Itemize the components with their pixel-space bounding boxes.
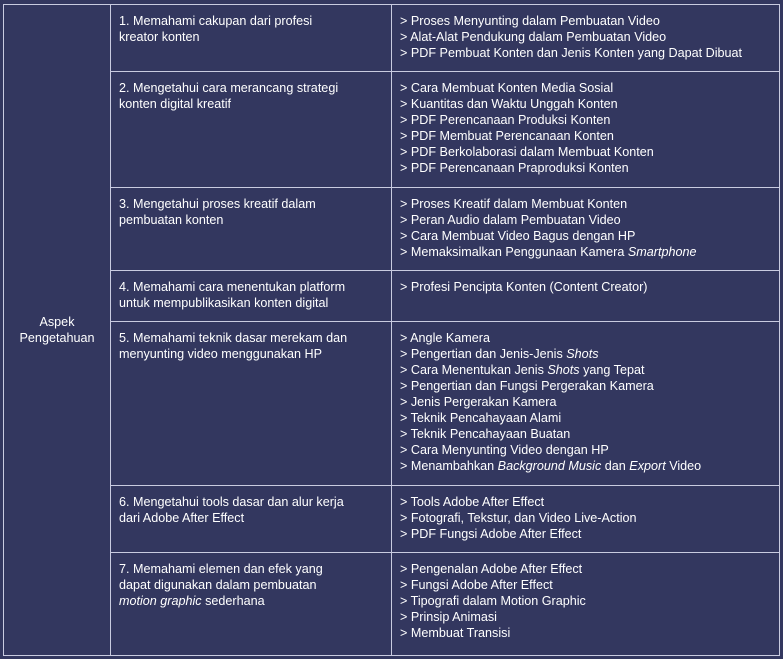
material-item [400,228,771,244]
materials-cell [392,486,780,553]
text-segment: > Cara Membuat Konten Media Sosial [400,81,614,95]
table-row [4,5,780,72]
text-segment: > PDF Membuat Perencanaan Konten [400,129,614,143]
text-segment: > Teknik Pencahayaan Alami [400,411,562,425]
material-item [400,442,771,458]
learning-goal-line: 4. Memahami cara menentukan platform [119,280,346,294]
italic-text: Smartphone [627,245,697,259]
material-item [400,510,771,526]
text-segment: > Peran Audio dalam Pembuatan Video [400,213,621,227]
learning-goal-line: pembuatan konten [119,213,224,227]
table-body [4,5,780,656]
text-segment: > Tools Adobe After Effect [400,495,545,509]
material-item [400,494,771,510]
material-item [400,458,771,474]
text-segment: yang Tepat [579,363,645,377]
material-item [400,244,771,260]
text-segment: > Membuat Transisi [400,626,511,640]
text-segment: > Fungsi Adobe After Effect [400,578,553,592]
table-row [4,72,780,188]
material-item [400,13,771,29]
text-segment: > Tipografi dalam Motion Graphic [400,594,586,608]
material-item [400,112,771,128]
material-item [400,45,771,61]
text-segment: > Teknik Pencahayaan Buatan [400,427,571,441]
material-item [400,577,771,593]
curriculum-table [3,4,780,656]
materials-cell [392,271,780,322]
learning-goal-line [119,561,383,577]
text-segment: > Alat-Alat Pendukung dalam Pembuatan Video [400,30,667,44]
learning-goal-cell [111,553,392,656]
text-segment: > Cara Menentukan Jenis [400,363,548,377]
table-row [4,486,780,553]
material-item [400,128,771,144]
materials-cell [392,322,780,486]
italic-text: Export [629,459,666,473]
text-segment: > PDF Fungsi Adobe After Effect [400,527,582,541]
material-item [400,346,771,362]
materials-cell [392,5,780,72]
text-segment: > Pengenalan Adobe After Effect [400,562,583,576]
learning-goal-cell [111,486,392,553]
table-row [4,271,780,322]
material-item [400,593,771,609]
text-segment: > Profesi Pencipta Konten (Content Creator) [400,280,648,294]
material-item [400,609,771,625]
learning-goal-line: 3. Mengetahui proses kreatif dalam [119,197,316,211]
learning-goal-line: 5. Memahami teknik dasar merekam dan [119,331,348,345]
material-item [400,196,771,212]
learning-goal-line [119,593,383,609]
material-item [400,160,771,176]
material-item [400,625,771,641]
text-segment: > PDF Perencanaan Praproduksi Konten [400,161,629,175]
learning-goal-cell [111,322,392,486]
text-segment: > PDF Perencanaan Produksi Konten [400,113,611,127]
material-item [400,561,771,577]
text-segment: > Jenis Pergerakan Kamera [400,395,557,409]
learning-goal-line: untuk mempublikasikan konten digital [119,296,329,310]
material-item [400,410,771,426]
text-segment: > Pengertian dan Fungsi Pergerakan Kamera [400,379,654,393]
text-segment: > PDF Berkolaborasi dalam Membuat Konten [400,145,654,159]
materials-cell [392,553,780,656]
aspect-label: Aspek [39,315,75,329]
learning-goal-cell [111,271,392,322]
aspect-label: Pengetahuan [19,331,95,345]
text-segment: > Kuantitas dan Waktu Unggah Konten [400,97,618,111]
learning-goal-line: 6. Mengetahui tools dasar dan alur kerja [119,495,344,509]
material-item [400,378,771,394]
table-row [4,188,780,271]
material-item [400,526,771,542]
material-item [400,330,771,346]
learning-goal-cell [111,5,392,72]
table-row [4,553,780,656]
italic-text: motion graphic [119,594,202,608]
table-row [4,322,780,486]
material-item [400,394,771,410]
material-item [400,144,771,160]
text-segment: > Pengertian dan Jenis-Jenis [400,347,567,361]
italic-text: Shots [566,347,599,361]
text-segment: dan [601,459,630,473]
material-item [400,212,771,228]
text-segment: > Prinsip Animasi [400,610,497,624]
learning-goal-line: menyunting video menggunakan HP [119,347,323,361]
learning-goal-cell [111,72,392,188]
text-segment: > Menambahkan [400,459,498,473]
text-segment: > Cara Membuat Video Bagus dengan HP [400,229,636,243]
learning-goal-line: kreator konten [119,30,200,44]
italic-text: Shots [547,363,580,377]
text-segment: sederhana [201,594,265,608]
text-segment: > Proses Menyunting dalam Pembuatan Video [400,14,660,28]
material-item [400,29,771,45]
text-segment: Video [665,459,702,473]
learning-goal-line: konten digital kreatif [119,97,232,111]
text-segment: dapat digunakan dalam pembuatan [119,578,317,592]
material-item [400,279,771,295]
text-segment: > Memaksimalkan Penggunaan Kamera [400,245,628,259]
materials-cell [392,188,780,271]
learning-goal-cell [111,188,392,271]
text-segment: 7. Memahami elemen dan efek yang [119,562,323,576]
material-item [400,80,771,96]
material-item [400,362,771,378]
learning-goal-line: dari Adobe After Effect [119,511,245,525]
text-segment: > Cara Menyunting Video dengan HP [400,443,609,457]
material-item [400,426,771,442]
text-segment: > Angle Kamera [400,331,490,345]
materials-cell [392,72,780,188]
text-segment: > PDF Pembuat Konten dan Jenis Konten yang Dapat Dibuat [400,46,742,60]
text-segment: > Proses Kreatif dalam Membuat Konten [400,197,628,211]
text-segment: > Fotografi, Tekstur, dan Video Live-Action [400,511,637,525]
learning-goal-line: 2. Mengetahui cara merancang strategi [119,81,339,95]
italic-text: Background Music [497,459,602,473]
learning-goal-line [119,577,383,593]
aspect-cell [4,5,111,656]
material-item [400,96,771,112]
learning-goal-line: 1. Memahami cakupan dari profesi [119,14,313,28]
